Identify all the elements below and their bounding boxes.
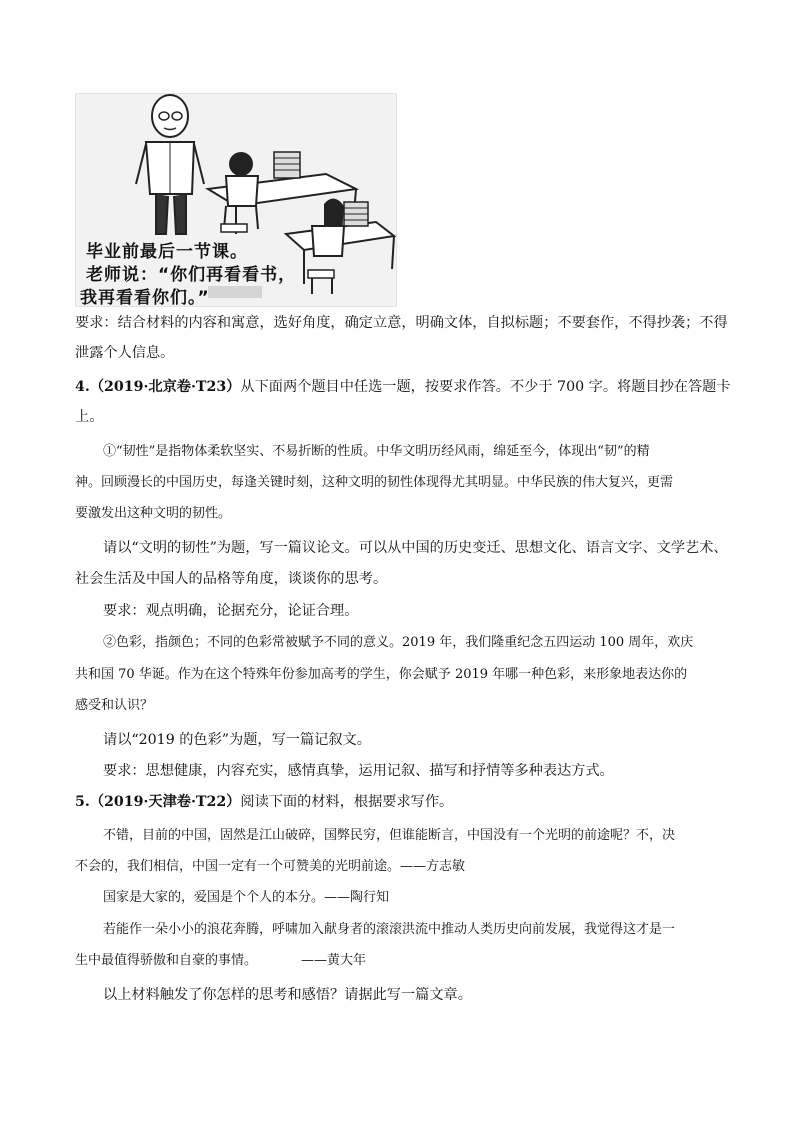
cartoon-caption-line2: 老师说：“你们再看看书， [86,265,297,285]
q5-material2: 国家是大家的，爱国是个个人的本分。——陶行知 [103,890,390,905]
q4-source: （2019·北京卷·T23） [89,379,241,395]
cartoon-caption-line3: 我再看看你们。” [80,288,210,308]
q3-requirement-line2: 泄露个人信息。 [75,345,175,361]
q4-option1-line2: 神。回顾漫长的中国历史，每逢关键时刻，这种文明的韧性体现得尤其明显。中华民族的伟大复兴，更需 [75,475,674,490]
q5-header [75,792,453,812]
q4-option1-line1: ①“韧性”是指物体柔软坚实、不易折断的性质。中华文明历经风雨，绵延至今，体现出“韧”的精 [103,444,650,459]
q4-option2-line1: ②色彩，指颜色；不同的色彩常被赋予不同的意义。2019 年，我们隆重纪念五四运动 100 周年，欢庆 [103,635,694,650]
q5-material3-line1: 若能作一朵小小的浪花奔腾，呼啸加入献身者的滚滚洪流中推动人类历史向前发展，我觉得这才是一 [103,922,676,937]
q5-source: （2019·天津卷·T22） [89,794,241,810]
q5-task: 以上材料触发了你怎样的思考和感悟？请据此写一篇文章。 [103,987,472,1003]
q5-prompt: 阅读下面的材料，根据要求写作。 [240,794,454,810]
q5-number: 5. [75,794,90,810]
q5-material3-line2 [75,951,366,971]
q4-option1-task-line1: 请以“文明的韧性”为题，写一篇议论文。可以从中国的历史变迁、思想文化、语言文字、文学艺术、 [103,540,728,556]
q4-option2-line3: 感受和认识？ [75,698,154,713]
q3-requirement-line1: 要求：结合材料的内容和寓意，选好角度，确定立意，明确文体，自拟标题；不要套作，不得抄袭；不得 [75,315,728,331]
cartoon-image [75,93,397,307]
q4-header [75,377,731,397]
q4-prompt-line1: 从下面两个题目中任选一题，按要求作答。不少于 700 字。将题目抄在答题卡 [240,379,731,395]
q4-prompt-line2: 上。 [75,409,104,425]
q4-option1-line3: 要激发出这种文明的韧性。 [75,506,232,521]
q4-option1-task-line2: 社会生活及中国人的品格等角度，谈谈你的思考。 [75,571,388,587]
q4-option2-line2: 共和国 70 华诞。作为在这个特殊年份参加高考的学生，你会赋予 2019 年哪一种色彩，来形象地表达你的 [75,667,688,682]
q4-option2-task: 请以“2019 的色彩”为题，写一篇记叙文。 [103,732,371,748]
q5-material3-author: ——黄大年 [301,953,367,968]
q5-material1-line1: 不错，目前的中国，固然是江山破碎，国弊民穷，但谁能断言，中国没有一个光明的前途呢？不，决 [103,828,676,843]
cartoon-caption-line1: 毕业前最后一节课。 [86,242,248,262]
q5-material1-line2: 不会的，我们相信，中国一定有一个可赞美的光明前途。——方志敏 [75,859,466,874]
q5-material3-line2-text: 生中最值得骄傲和自豪的事情。 [75,953,258,968]
q4-number: 4. [75,379,90,395]
q4-option1-requirement: 要求：观点明确，论据充分，论证合理。 [103,603,359,619]
q4-option2-requirement: 要求：思想健康，内容充实，感情真挚，运用记叙、描写和抒情等多种表达方式。 [103,763,614,779]
